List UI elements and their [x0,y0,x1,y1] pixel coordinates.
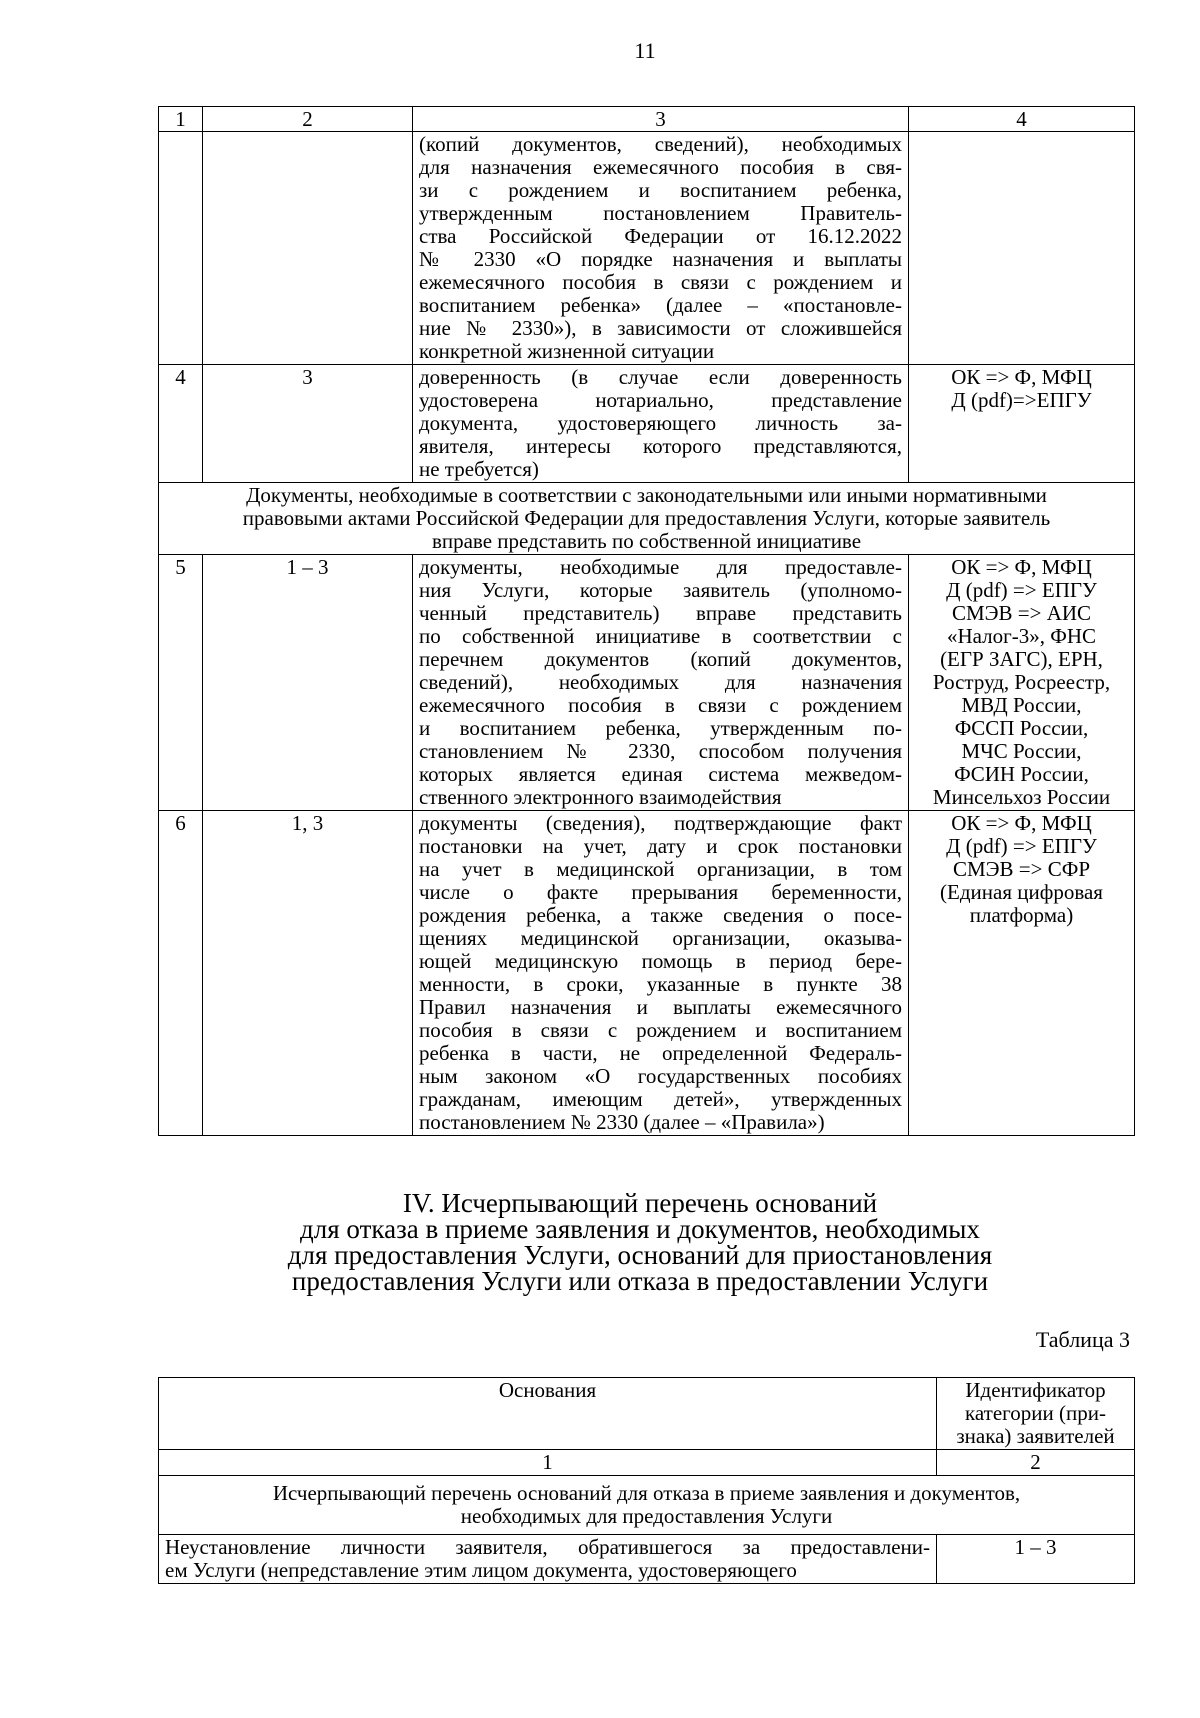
header-cell-identifier [937,1378,1135,1450]
grounds-table [158,1377,1135,1584]
text-line: ОК => Ф, МФЦ [951,555,1092,579]
text-line: СМЭВ => СФР [952,857,1090,881]
table-row [159,365,1135,483]
text-line: сведений), необходимых для назначения [419,670,902,694]
text-line: для назначения ежемесячного пособия в свя- [419,155,902,179]
text-line: Д (pdf) => ЕПГУ [946,578,1097,602]
text-line: перечнем документов (копий документов, [419,647,902,671]
section-row [159,1476,1135,1535]
text-line: Д (pdf) => ЕПГУ [946,834,1097,858]
delivery-method-cell [909,132,1135,365]
text-line: щениях медицинской организации, оказыва- [419,926,902,950]
text-line: на учет в медицинской организации, в том [419,857,902,881]
category-cell [203,132,413,365]
text-line: ства Российской Федерации от 16.12.2022 [419,224,902,248]
delivery-method-cell [909,555,1135,811]
delivery-method-cell [909,811,1135,1136]
text-line: Правил назначения и выплаты ежемесячного [419,995,902,1019]
document-description-cell [413,811,909,1136]
text-line: Документы, необходимые в соответствии с законодательными или иными нормативными [246,483,1047,507]
text-line: зи с рождением и воспитанием ребенка, [419,178,902,202]
category-cell: 3 [203,365,413,483]
title-line: для отказа в приеме заявления и документов, необходимых [300,1214,980,1244]
text-line: документы, необходимые для предоставле- [419,555,902,579]
text-line: вправе представить по собственной инициативе [431,529,862,553]
text-line: ежемесячного пособия в связи с рождением [419,693,902,717]
title-line: предоставления Услуги или отказа в предоставлении Услуги [291,1266,989,1296]
document-description-cell [413,132,909,365]
header-cell: 2 [203,107,413,132]
text-line: утвержденным постановлением Правитель- [419,201,902,225]
text-line: документы (сведения), подтверждающие факт [419,811,902,835]
text-line: ченный представитель) вправе представить [419,601,902,625]
header-cell: 4 [909,107,1135,132]
document-description-cell [413,365,909,483]
column-number-cell: 2 [937,1450,1135,1476]
text-line: ежемесячного пособия в связи с рождением и [419,270,902,294]
text-line: постановлением № 2330 (далее – «Правила») [419,1110,825,1134]
text-line: конкретной жизненной ситуации [419,339,715,363]
text-line: платформа) [969,903,1074,927]
text-line: воспитанием ребенка» (далее – «постановле- [419,293,902,317]
text-line: числе о факте прерывания беременности, [419,880,902,904]
text-line: менности, в сроки, указанные в пункте 38 [419,972,902,996]
header-cell: 3 [413,107,909,132]
section-heading-cell [159,1476,1135,1535]
category-cell: 1 – 3 [203,555,413,811]
text-line: необходимых для предоставления Услуги [460,1504,833,1528]
text-line: № 2330 «О порядке назначения и выплаты [419,247,902,271]
row-number-cell: 5 [159,555,203,811]
text-line: СМЭВ => АИС [951,601,1092,625]
text-line: Минсельхоз России [932,785,1111,809]
text-line: категории (при- [965,1401,1106,1425]
text-line: (Единая цифровая [940,880,1103,904]
section-heading-cell [159,483,1135,555]
column-number-cell: 1 [159,1450,937,1476]
table-caption: Таблица 3 [1035,1327,1130,1352]
text-line: не требуется) [419,457,539,481]
delivery-method-cell [909,365,1135,483]
text-line: удостоверена нотариально, представление [419,388,902,412]
text-line: которых является единая система межведом- [419,762,902,786]
text-line: рождения ребенка, а также сведения о посе- [419,903,902,927]
grounds-cell [159,1535,937,1584]
text-line: ным законом «О государственных пособиях [419,1064,902,1088]
row-number-cell: 4 [159,365,203,483]
text-line: знака) заявителей [956,1424,1115,1448]
text-line: ФСИН России, [954,762,1089,786]
text-line: правовыми актами Российской Федерации для предоставления Услуги, которые заявитель [242,506,1051,530]
section-row [159,483,1135,555]
table-row [159,555,1135,811]
text-line: пособия в связи с рождением и воспитанием [419,1018,902,1042]
title-line: IV. Исчерпывающий перечень оснований [402,1188,878,1218]
title-line: для предоставления Услуги, оснований для приостановления [287,1240,993,1270]
text-line: доверенность (в случае если доверенность [419,365,902,389]
column-number-row [159,1450,1135,1476]
table-row [159,811,1135,1136]
text-line: ем Услуги (непредставление этим лицом документа, удостоверяющего [165,1558,797,1582]
text-line: ние № 2330»), в зависимости от сложившейся [419,316,902,340]
text-line: Роструд, Росреестр, [932,670,1111,694]
table-header-row [159,1378,1135,1450]
text-line: «Налог-3», ФНС [946,624,1097,648]
table-header-row [159,107,1135,132]
row-number-cell: 6 [159,811,203,1136]
text-line: МВД России, [961,693,1082,717]
table-row [159,132,1135,365]
category-cell: 1, 3 [203,811,413,1136]
text-line: ния Услуги, которые заявитель (уполномо- [419,578,902,602]
text-line: Д (pdf)=>ЕПГУ [951,388,1092,412]
text-line: Неустановление личности заявителя, обратившегося за предоставлени- [165,1535,930,1559]
text-line: ОК => Ф, МФЦ [951,811,1092,835]
text-line: (ЕГР ЗАГС), ЕРН, [940,647,1103,671]
text-line: ственного электронного взаимодействия [419,785,782,809]
documents-table [158,106,1135,1136]
document-description-cell [413,555,909,811]
text-line: и воспитанием ребенка, утвержденным по- [419,716,902,740]
text-line: гражданам, имеющим детей», утвержденных [419,1087,902,1111]
table-row [159,1535,1135,1584]
category-cell: 1 – 3 [937,1535,1135,1584]
text-line: ФССП России, [954,716,1089,740]
text-line: ребенка в части, не определенной Федераль- [419,1041,902,1065]
text-line: ющей медицинскую помощь в период бере- [419,949,902,973]
header-cell: 1 [159,107,203,132]
page-number: 11 [634,38,656,63]
header-cell-grounds: Основания [159,1378,937,1450]
text-line: ОК => Ф, МФЦ [951,365,1092,389]
text-line: постановки на учет, дату и срок постановки [419,834,902,858]
text-line: документа, удостоверяющего личность за- [419,411,902,435]
row-number-cell [159,132,203,365]
text-line: становлением № 2330, способом получения [419,739,902,763]
text-line: МЧС России, [961,739,1082,763]
text-line: (копий документов, сведений), необходимых [419,132,902,156]
text-line: Исчерпывающий перечень оснований для отказа в приеме заявления и документов, [272,1481,1021,1505]
section-title [160,1190,1120,1294]
text-line: Идентификатор [965,1378,1106,1402]
text-line: явителя, интересы которого представляются, [419,434,902,458]
text-line: по собственной инициативе в соответствии с [419,624,902,648]
